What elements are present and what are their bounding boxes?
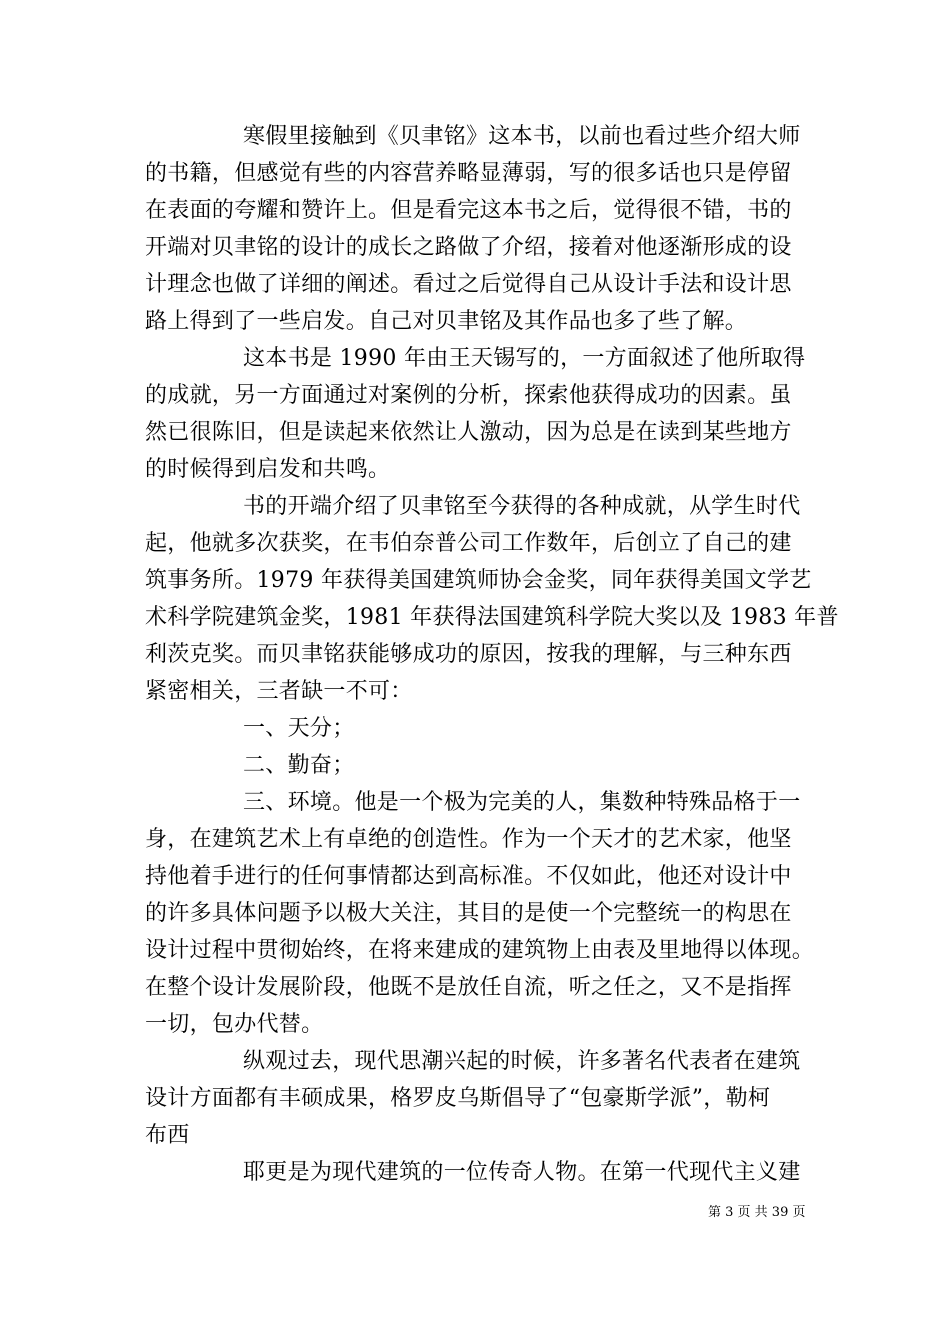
text-line: 寒假里接触到《贝聿铭》这本书，以前也看过些介绍大师	[243, 124, 801, 149]
text-line: 二、勤奋；	[243, 753, 355, 778]
text-line: 一、天分；	[243, 716, 355, 741]
text-line: 筑事务所。1979 年获得美国建筑师协会金奖，同年获得美国文学艺	[145, 568, 812, 593]
text-line: 在表面的夸耀和赞许上。但是看完这本书之后，觉得很不错，书的	[145, 198, 792, 223]
text-line: 一切，包办代替。	[145, 1012, 324, 1037]
text-line: 的许多具体问题予以极大关注，其目的是使一个完整统一的构思在	[145, 901, 792, 926]
text-line: 的书籍，但感觉有些的内容营养略显薄弱，写的很多话也只是停留	[145, 161, 792, 186]
text-line: 设计过程中贯彻始终，在将来建成的建筑物上由表及里地得以体现。	[145, 938, 815, 963]
text-line: 设计方面都有丰硕成果，格罗皮乌斯倡导了“包豪斯学派”，勒柯	[145, 1086, 771, 1111]
text-line: 的时候得到启发和共鸣。	[145, 457, 391, 482]
text-line: 然已很陈旧，但是读起来依然让人激动，因为总是在读到某些地方	[145, 420, 792, 445]
text-line: 的成就，另一方面通过对案例的分析，探索他获得成功的因素。虽	[145, 383, 792, 408]
text-line: 持他着手进行的任何事情都达到高标准。不仅如此，他还对设计中	[145, 864, 792, 889]
text-line: 书的开端介绍了贝聿铭至今获得的各种成就，从学生时代	[243, 494, 801, 519]
text-line: 纵观过去，现代思潮兴起的时候，许多著名代表者在建筑	[243, 1049, 801, 1074]
text-line: 这本书是 1990 年由王天锡写的，一方面叙述了他所取得	[243, 346, 806, 371]
text-line: 在整个设计发展阶段，他既不是放任自流，听之任之，又不是指挥	[145, 975, 792, 1000]
page-number: 第 3 页 共 39 页	[708, 1205, 806, 1220]
text-line: 布西	[145, 1123, 190, 1148]
text-line: 术科学院建筑金奖，1981 年获得法国建筑科学院大奖以及 1983 年普	[145, 605, 839, 630]
text-line: 三、环境。他是一个极为完美的人，集数种特殊品格于一	[243, 790, 801, 815]
text-line: 开端对贝聿铭的设计的成长之路做了介绍，接着对他逐渐形成的设	[145, 235, 792, 260]
text-line: 利茨克奖。而贝聿铭获能够成功的原因，按我的理解，与三种东西	[145, 642, 792, 667]
text-line: 计理念也做了详细的阐述。看过之后觉得自己从设计手法和设计思	[145, 272, 792, 297]
text-line: 身，在建筑艺术上有卓绝的创造性。作为一个天才的艺术家，他坚	[145, 827, 792, 852]
text-line: 路上得到了一些启发。自己对贝聿铭及其作品也多了些了解。	[145, 309, 748, 334]
text-line: 紧密相关，三者缺一不可：	[145, 679, 413, 704]
text-line: 起，他就多次获奖，在韦伯奈普公司工作数年，后创立了自己的建	[145, 531, 792, 556]
text-line: 耶更是为现代建筑的一位传奇人物。在第一代现代主义建	[243, 1160, 801, 1185]
